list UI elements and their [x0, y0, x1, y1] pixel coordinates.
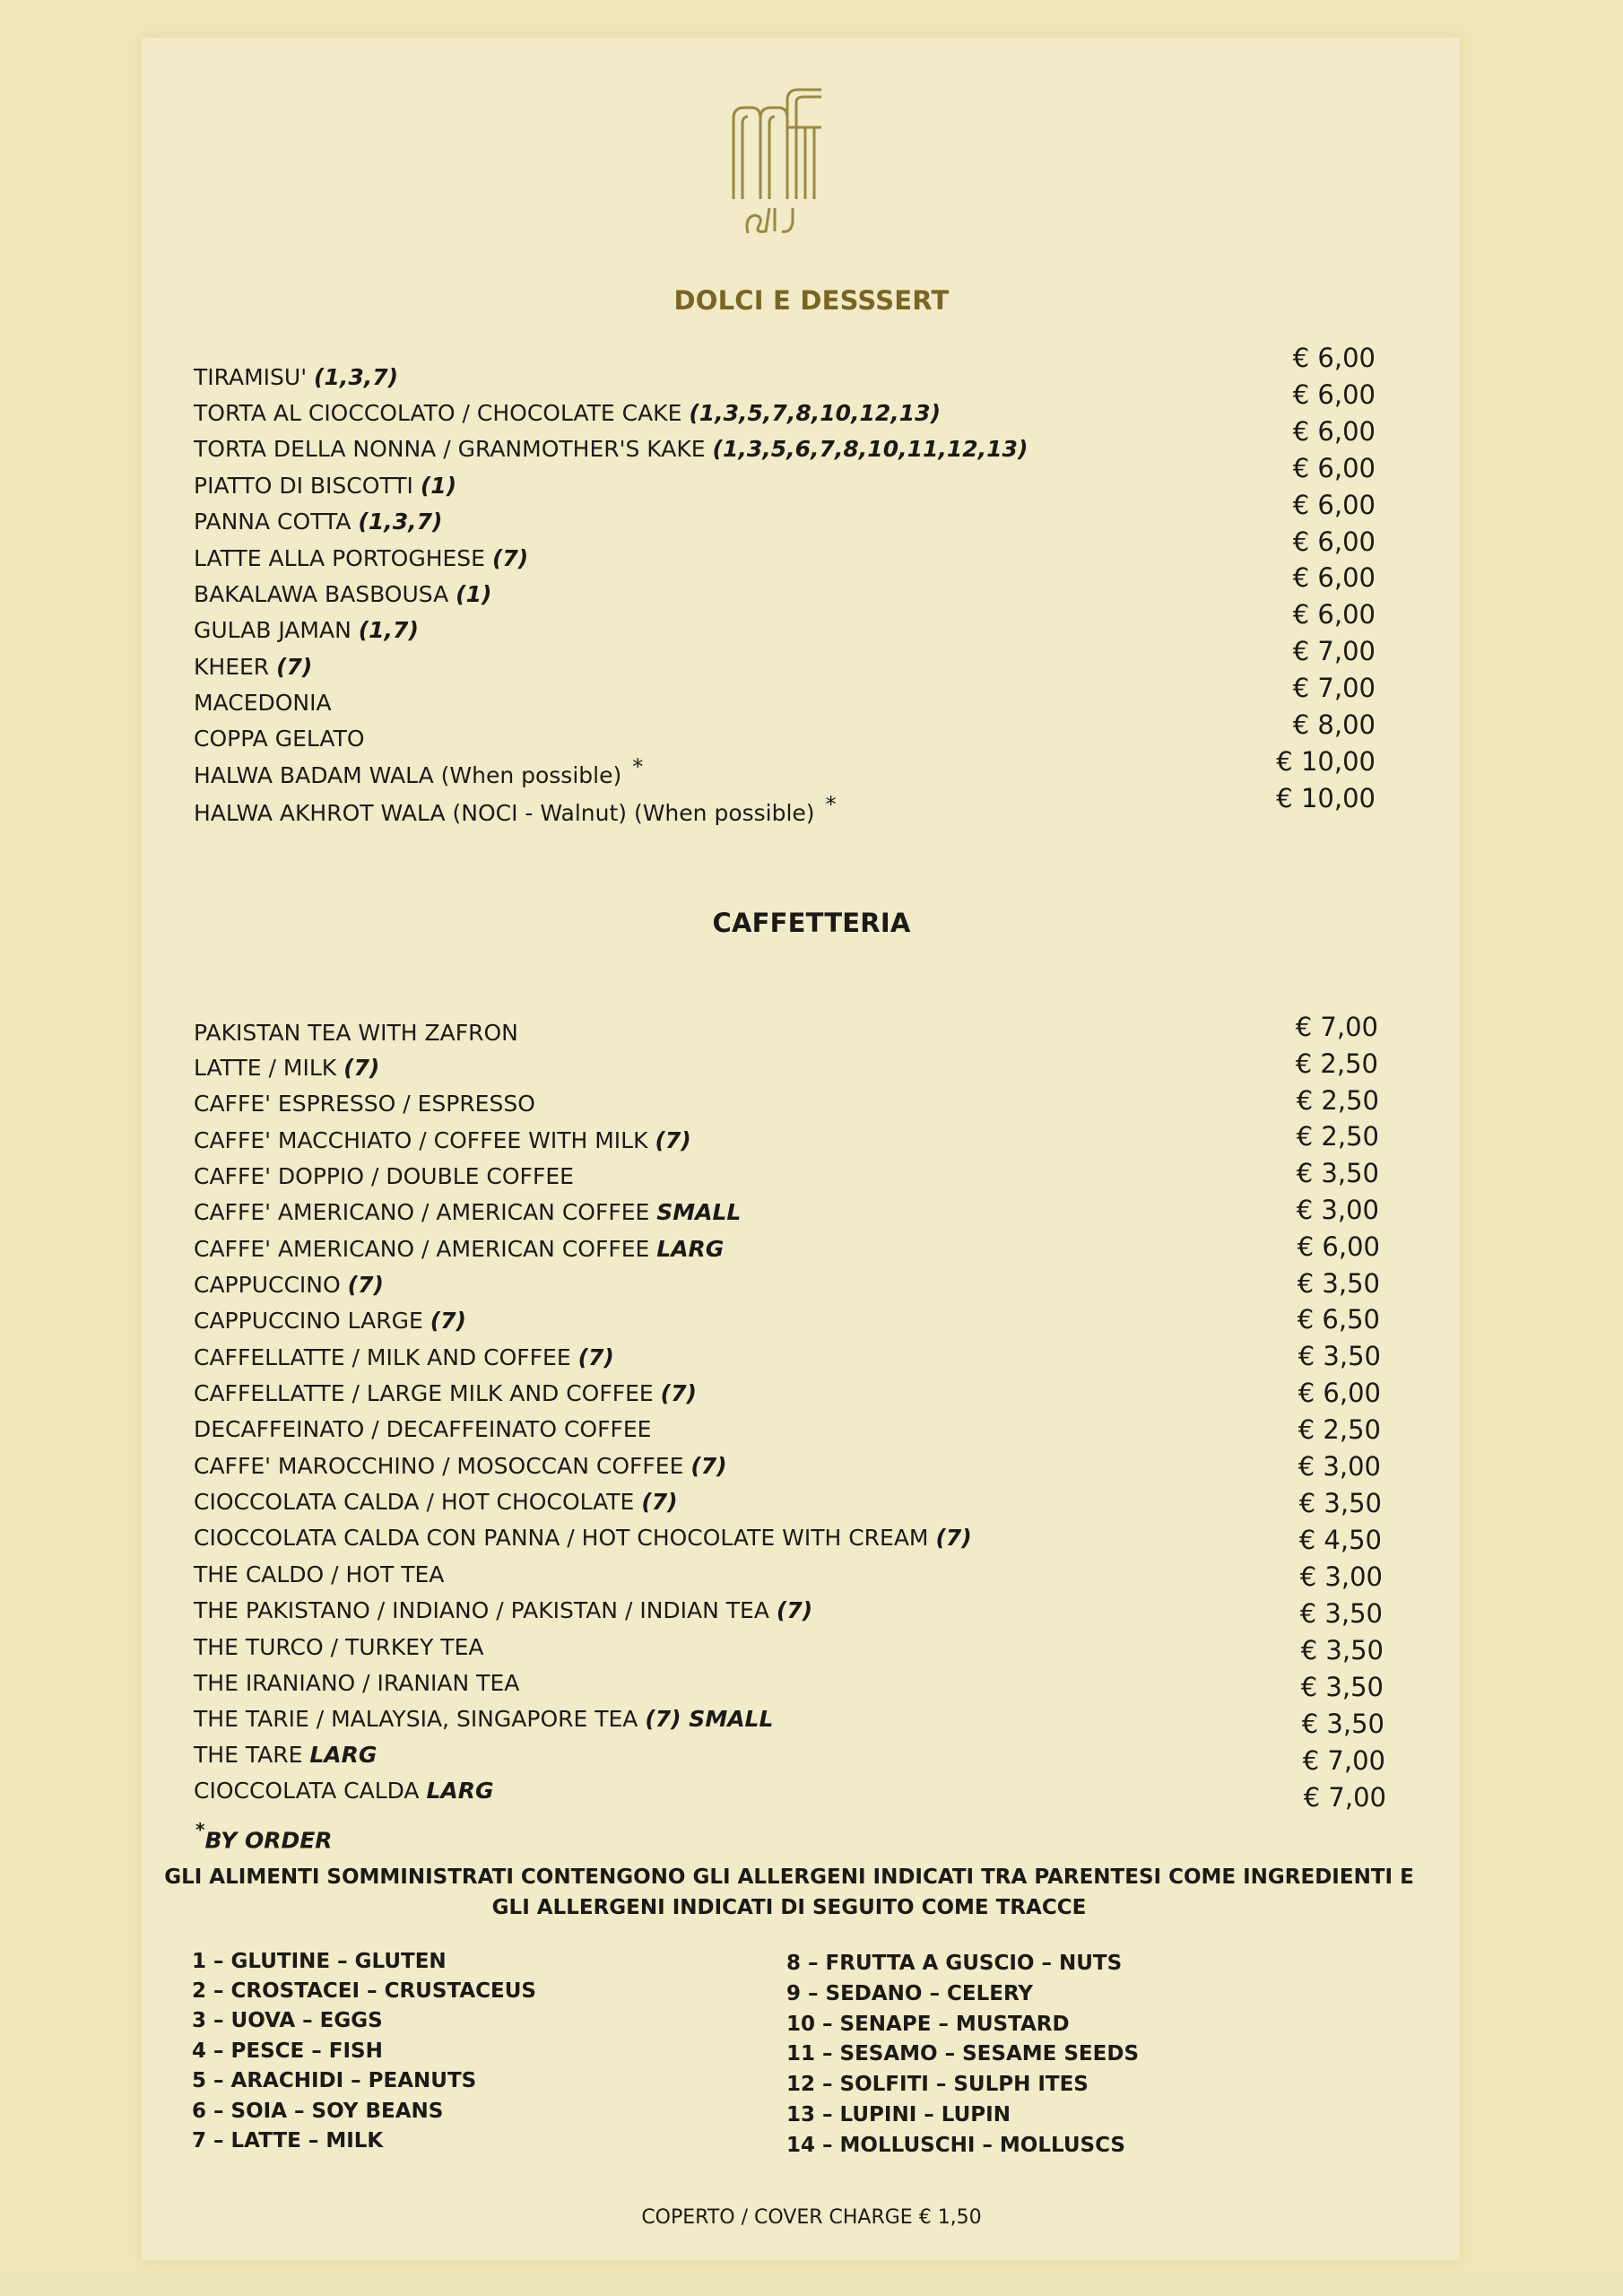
item-label: MACEDONIA	[194, 690, 332, 716]
menu-item-name	[194, 364, 398, 391]
allergen-legend-item: 5 – ARACHIDI – PEANUTS	[192, 2069, 477, 2092]
menu-item-name	[194, 1091, 535, 1118]
item-label: CAFFE' AMERICANO / AMERICAN COFFEE	[194, 1199, 650, 1225]
item-allergens: (7)	[641, 1489, 678, 1515]
allergen-notice-line-1: GLI ALIMENTI SOMMINISTRATI CONTENGONO GLI ALLERGENI INDICATI TRA PARENTESI COME INGREDIENTI E	[164, 1866, 1414, 1889]
allergen-notice-line-2: GLI ALLERGENI INDICATI DI SEGUITO COME TRACCE	[491, 1896, 1087, 1919]
menu-item-price: € 3,50	[1300, 1635, 1384, 1665]
menu-item-price: € 6,00	[1292, 416, 1376, 447]
allergen-legend-item: 14 – MOLLUSCHI – MOLLUSCS	[786, 2134, 1125, 2157]
menu-item-price: € 3,50	[1301, 1709, 1384, 1739]
allergen-legend-item: 2 – CROSTACEI – CRUSTACEUS	[192, 1979, 536, 2003]
menu-item-name	[194, 1236, 724, 1263]
item-label: LATTE / MILK	[194, 1055, 337, 1081]
item-allergens: (1)	[420, 473, 457, 499]
item-label: TORTA AL CIOCCOLATO / CHOCOLATE CAKE	[194, 400, 682, 426]
menu-item-name	[194, 617, 419, 644]
menu-item-price: € 2,50	[1295, 1048, 1378, 1079]
dolci-title: DOLCI E DESSSERT	[673, 285, 950, 316]
menu-item-price: € 7,00	[1292, 673, 1376, 703]
menu-item-name	[194, 400, 941, 427]
menu-item-price: € 6,00	[1292, 562, 1376, 593]
item-label: THE TURCO / TURKEY TEA	[194, 1634, 484, 1660]
menu-item-name	[194, 726, 365, 752]
menu-item-price: € 6,00	[1292, 453, 1376, 483]
item-label: CAFFELLATTE / MILK AND COFFEE	[194, 1344, 571, 1370]
item-label: THE TARIE / MALAYSIA, SINGAPORE TEA	[194, 1706, 638, 1732]
allergen-legend-item: 12 – SOLFITI – SULPH ITES	[786, 2073, 1089, 2096]
item-allergens: (7)	[430, 1308, 466, 1334]
menu-item-price: € 7,00	[1295, 1012, 1378, 1042]
cover-charge: COPERTO / COVER CHARGE € 1,50	[641, 2206, 982, 2229]
caffetteria-title: CAFFETTERIA	[712, 908, 911, 938]
item-allergens: (7)	[347, 1272, 384, 1298]
item-label: TORTA DELLA NONNA / GRANMOTHER'S KAKE	[194, 436, 706, 462]
item-label: HALWA AKHROT WALA (NOCI - Walnut) (When possible)	[194, 800, 815, 826]
menu-item-name	[194, 1634, 483, 1661]
item-allergens: LARG	[426, 1778, 494, 1804]
item-label: CAFFELLATTE / LARGE MILK AND COFFEE	[194, 1380, 654, 1406]
menu-item-name	[194, 1127, 691, 1154]
menu-item-name	[194, 1742, 377, 1769]
menu-item-price: € 7,00	[1302, 1745, 1385, 1776]
item-label: CIOCCOLATA CALDA CON PANNA / HOT CHOCOLATE WITH CREAM	[194, 1525, 929, 1551]
menu-item-price: € 3,50	[1298, 1341, 1381, 1371]
item-allergens: SMALL	[656, 1199, 742, 1225]
menu-item-price: € 3,50	[1300, 1672, 1384, 1702]
item-label: DECAFFEINATO / DECAFFEINATO COFFEE	[194, 1416, 652, 1442]
menu-item-name	[194, 1597, 812, 1624]
menu-item-name	[194, 1055, 379, 1082]
item-label: PANNA COTTA	[194, 509, 352, 535]
menu-item-name	[194, 1380, 697, 1407]
menu-item-name	[194, 1308, 466, 1335]
item-label: THE PAKISTANO / INDIANO / PAKISTAN / INDIAN TEA	[194, 1597, 769, 1623]
allergen-legend-item: 6 – SOIA – SOY BEANS	[192, 2100, 444, 2123]
menu-item-name	[194, 792, 837, 827]
item-allergens: (1,3,5,7,8,10,12,13)	[689, 400, 942, 426]
item-label: CIOCCOLATA CALDA	[194, 1778, 420, 1804]
menu-item-price: € 3,50	[1297, 1268, 1380, 1299]
menu-item-price: € 6,00	[1292, 526, 1376, 557]
item-label: KHEER	[194, 654, 270, 680]
menu-item-price: € 3,00	[1298, 1451, 1381, 1482]
menu-item-name	[194, 1416, 651, 1443]
menu-item-price: € 3,50	[1299, 1598, 1383, 1629]
menu-item-name	[194, 473, 456, 500]
item-label: THE TARE	[194, 1742, 303, 1768]
menu-item-price: € 3,00	[1299, 1561, 1383, 1592]
item-label: CAPPUCCINO	[194, 1272, 341, 1298]
item-allergens: (1)	[456, 581, 492, 607]
item-allergens: (7)	[776, 1597, 813, 1623]
item-label: CAFFE' MACCHIATO / COFFEE WITH MILK	[194, 1127, 648, 1153]
menu-item-name	[194, 581, 491, 608]
menu-item-name	[194, 754, 644, 789]
item-label: CAFFE' MAROCCHINO / MOSOCCAN COFFEE	[194, 1453, 684, 1479]
menu-item-price: € 4,50	[1298, 1525, 1382, 1555]
menu-item-name	[194, 690, 332, 717]
menu-item-name	[194, 1272, 384, 1299]
menu-item-price: € 10,00	[1276, 746, 1376, 777]
menu-item-name	[194, 1778, 494, 1805]
item-label: GULAB JAMAN	[194, 617, 352, 643]
item-label: CAFFE' ESPRESSO / ESPRESSO	[194, 1091, 535, 1117]
menu-item-price: € 6,50	[1297, 1304, 1380, 1335]
item-allergens: LARG	[309, 1742, 378, 1768]
item-allergens: (7)	[577, 1344, 614, 1370]
menu-item-name	[194, 1163, 574, 1190]
menu-item-price: € 6,00	[1292, 343, 1376, 373]
menu-item-price: € 7,00	[1303, 1782, 1386, 1813]
menu-item-price: € 6,00	[1292, 379, 1376, 410]
item-allergens: (1,3,7)	[314, 364, 399, 390]
menu-item-name	[194, 1670, 519, 1697]
by-order-star: *	[632, 754, 644, 779]
by-order-note: *BY ORDER	[195, 1819, 333, 1854]
item-allergens: (7)	[276, 654, 313, 680]
item-label: THE IRANIANO / IRANIAN TEA	[194, 1670, 520, 1696]
restaurant-logo	[728, 83, 827, 240]
menu-item-name	[194, 1525, 972, 1552]
item-allergens: (7)	[690, 1453, 727, 1479]
menu-item-price: € 3,50	[1298, 1488, 1382, 1518]
item-allergens: LARG	[656, 1236, 725, 1262]
menu-item-price: € 6,00	[1292, 599, 1376, 630]
item-label: LATTE ALLA PORTOGHESE	[194, 545, 485, 571]
allergen-legend-item: 8 – FRUTTA A GUSCIO – NUTS	[786, 1952, 1123, 1975]
item-allergens: (1,3,5,6,7,8,10,11,12,13)	[712, 436, 1028, 462]
item-allergens: (7)	[343, 1055, 380, 1081]
allergen-legend-item: 10 – SENAPE – MUSTARD	[786, 2013, 1070, 2036]
menu-item-name	[194, 1344, 614, 1371]
menu-item-price: € 2,50	[1298, 1414, 1381, 1445]
menu-item-price: € 3,00	[1296, 1195, 1379, 1225]
allergen-legend-item: 3 – UOVA – EGGS	[192, 2009, 383, 2032]
menu-item-price: € 10,00	[1276, 783, 1376, 813]
allergen-legend-item: 4 – PESCE – FISH	[192, 2039, 383, 2063]
allergen-legend-item: 1 – GLUTINE – GLUTEN	[192, 1950, 447, 1973]
item-label: CAFFE' DOPPIO / DOUBLE COFFEE	[194, 1163, 574, 1189]
item-allergens: (7)	[655, 1127, 691, 1153]
allergen-legend-item: 13 – LUPINI – LUPIN	[786, 2103, 1011, 2126]
allergen-notice	[161, 1862, 1417, 1923]
menu-item-name	[194, 1489, 678, 1516]
item-allergens: (7)	[660, 1380, 697, 1406]
menu-item-price: € 8,00	[1292, 709, 1376, 740]
menu-item-price: € 7,00	[1292, 636, 1376, 666]
menu-item-name	[194, 509, 442, 535]
item-label: CAFFE' AMERICANO / AMERICAN COFFEE	[194, 1236, 650, 1262]
item-label: THE CALDO / HOT TEA	[194, 1561, 445, 1587]
allergen-legend-item: 9 – SEDANO – CELERY	[786, 1982, 1034, 2005]
menu-item-price: € 2,50	[1296, 1121, 1379, 1152]
item-label: BAKALAWA BASBOUSA	[194, 581, 449, 607]
menu-item-name	[194, 1561, 444, 1588]
item-label: PAKISTAN TEA WITH ZAFRON	[194, 1020, 518, 1046]
menu-item-price: € 6,00	[1292, 490, 1376, 520]
bottom-edge	[0, 2274, 1623, 2296]
allergen-legend-item: 7 – LATTE – MILK	[192, 2129, 384, 2152]
item-label: COPPA GELATO	[194, 726, 365, 752]
item-allergens: (7)	[491, 545, 529, 571]
menu-item-name	[194, 1199, 741, 1226]
menu-item-name	[194, 545, 528, 572]
item-label: PIATTO DI BISCOTTI	[194, 473, 413, 499]
menu-item-price: € 2,50	[1296, 1085, 1379, 1116]
item-label: TIRAMISU'	[194, 364, 308, 390]
item-allergens: (7)	[935, 1525, 972, 1551]
menu-item-price: € 6,00	[1297, 1231, 1380, 1262]
item-label: CAPPUCCINO LARGE	[194, 1308, 423, 1334]
item-label: HALWA BADAM WALA (When possible)	[194, 762, 622, 788]
menu-item-price: € 6,00	[1298, 1378, 1381, 1408]
item-allergens: (1,3,7)	[358, 509, 443, 535]
menu-item-name	[194, 1453, 727, 1480]
menu-item-price: € 3,50	[1296, 1158, 1379, 1188]
by-order-star: *	[825, 792, 837, 817]
item-allergens: (1,7)	[358, 617, 419, 643]
menu-item-name	[194, 1706, 773, 1733]
item-label: CIOCCOLATA CALDA / HOT CHOCOLATE	[194, 1489, 635, 1515]
allergen-legend-item: 11 – SESAMO – SESAME SEEDS	[786, 2042, 1140, 2066]
menu-item-name	[194, 436, 1028, 463]
menu-item-name	[194, 1020, 518, 1047]
item-allergens: (7) SMALL	[645, 1706, 774, 1732]
menu-item-name	[194, 654, 312, 681]
